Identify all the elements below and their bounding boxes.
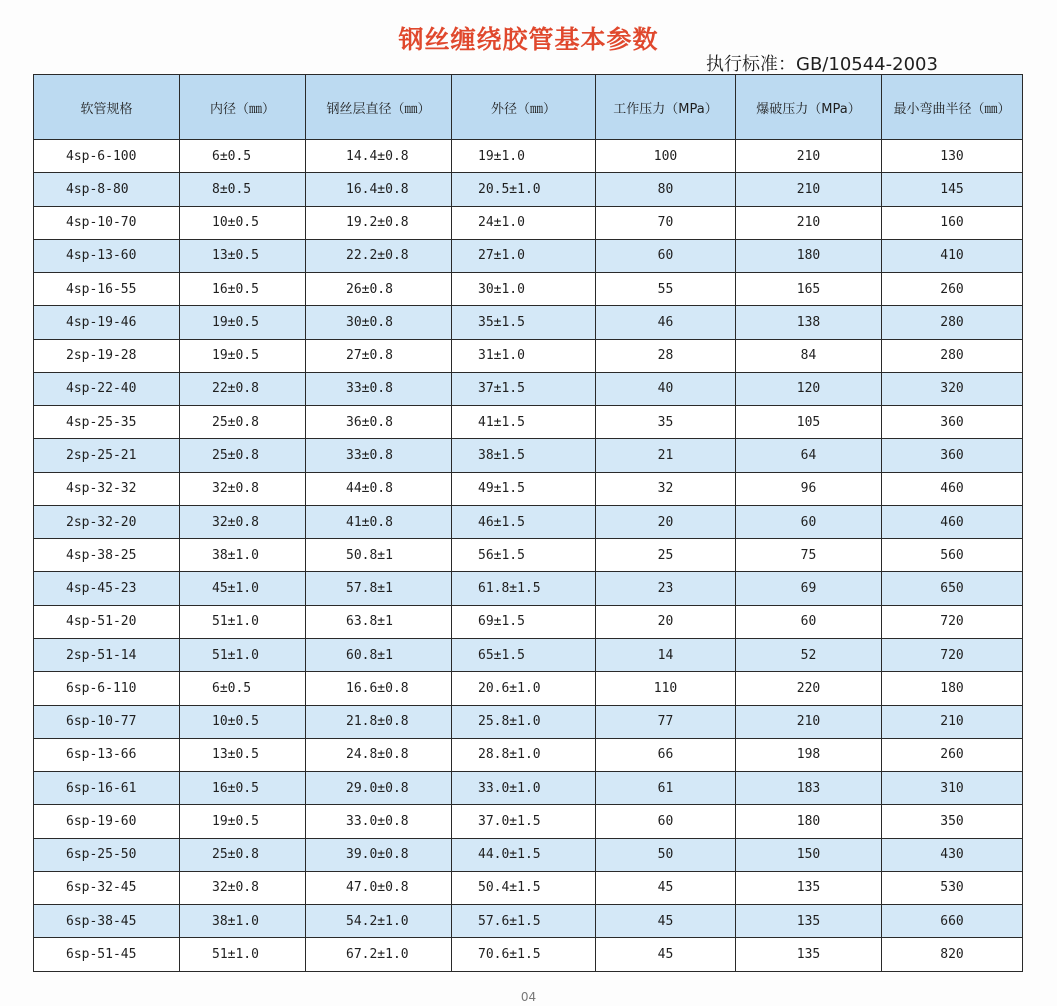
cell-min-bend-radius: 260 [882, 738, 1023, 771]
cell-inner-diameter: 45±1.0 [180, 572, 306, 605]
cell-min-bend-radius: 280 [882, 339, 1023, 372]
cell-burst-pressure: 64 [736, 439, 882, 472]
cell-hose-spec: 6sp-32-45 [34, 871, 180, 904]
cell-hose-spec: 6sp-6-110 [34, 672, 180, 705]
cell-hose-spec: 6sp-16-61 [34, 772, 180, 805]
cell-working-pressure: 40 [596, 372, 736, 405]
table-row [34, 206, 1023, 239]
spec-table [33, 74, 1023, 972]
table-row [34, 772, 1023, 805]
table-row [34, 938, 1023, 972]
table-row [34, 605, 1023, 638]
cell-outer-diameter: 38±1.5 [452, 439, 596, 472]
cell-wire-diameter: 63.8±1 [306, 605, 452, 638]
header-hose-spec: 软管规格 [34, 75, 180, 140]
cell-wire-diameter: 44±0.8 [306, 472, 452, 505]
cell-outer-diameter: 69±1.5 [452, 605, 596, 638]
cell-outer-diameter: 37±1.5 [452, 372, 596, 405]
cell-outer-diameter: 20.5±1.0 [452, 173, 596, 206]
cell-working-pressure: 61 [596, 772, 736, 805]
table-row [34, 638, 1023, 671]
cell-burst-pressure: 120 [736, 372, 882, 405]
cell-working-pressure: 60 [596, 239, 736, 272]
cell-inner-diameter: 13±0.5 [180, 738, 306, 771]
cell-wire-diameter: 54.2±1.0 [306, 905, 452, 938]
cell-inner-diameter: 25±0.8 [180, 406, 306, 439]
table-row [34, 572, 1023, 605]
table-row [34, 140, 1023, 173]
page-number: 04 [520, 990, 537, 1004]
cell-wire-diameter: 22.2±0.8 [306, 239, 452, 272]
cell-hose-spec: 4sp-19-46 [34, 306, 180, 339]
cell-burst-pressure: 165 [736, 273, 882, 306]
cell-wire-diameter: 27±0.8 [306, 339, 452, 372]
cell-min-bend-radius: 180 [882, 672, 1023, 705]
cell-burst-pressure: 210 [736, 206, 882, 239]
table-header-row [34, 75, 1023, 140]
cell-inner-diameter: 8±0.5 [180, 173, 306, 206]
cell-wire-diameter: 30±0.8 [306, 306, 452, 339]
header-min-bend-radius: 最小弯曲半径（㎜） [882, 75, 1023, 140]
cell-hose-spec: 2sp-19-28 [34, 339, 180, 372]
cell-inner-diameter: 19±0.5 [180, 339, 306, 372]
cell-outer-diameter: 25.8±1.0 [452, 705, 596, 738]
cell-inner-diameter: 51±1.0 [180, 938, 306, 972]
cell-min-bend-radius: 560 [882, 539, 1023, 572]
cell-outer-diameter: 37.0±1.5 [452, 805, 596, 838]
cell-outer-diameter: 28.8±1.0 [452, 738, 596, 771]
cell-hose-spec: 6sp-38-45 [34, 905, 180, 938]
cell-wire-diameter: 19.2±0.8 [306, 206, 452, 239]
cell-outer-diameter: 24±1.0 [452, 206, 596, 239]
cell-hose-spec: 4sp-38-25 [34, 539, 180, 572]
cell-burst-pressure: 180 [736, 805, 882, 838]
cell-burst-pressure: 135 [736, 871, 882, 904]
cell-working-pressure: 32 [596, 472, 736, 505]
cell-wire-diameter: 33±0.8 [306, 372, 452, 405]
cell-burst-pressure: 135 [736, 938, 882, 972]
cell-min-bend-radius: 820 [882, 938, 1023, 972]
cell-inner-diameter: 19±0.5 [180, 306, 306, 339]
cell-min-bend-radius: 410 [882, 239, 1023, 272]
cell-outer-diameter: 57.6±1.5 [452, 905, 596, 938]
cell-wire-diameter: 50.8±1 [306, 539, 452, 572]
cell-wire-diameter: 36±0.8 [306, 406, 452, 439]
cell-working-pressure: 55 [596, 273, 736, 306]
table-row [34, 273, 1023, 306]
table-row [34, 871, 1023, 904]
cell-inner-diameter: 13±0.5 [180, 239, 306, 272]
cell-working-pressure: 80 [596, 173, 736, 206]
cell-outer-diameter: 31±1.0 [452, 339, 596, 372]
cell-wire-diameter: 24.8±0.8 [306, 738, 452, 771]
cell-wire-diameter: 39.0±0.8 [306, 838, 452, 871]
cell-outer-diameter: 20.6±1.0 [452, 672, 596, 705]
cell-burst-pressure: 60 [736, 505, 882, 538]
cell-outer-diameter: 27±1.0 [452, 239, 596, 272]
cell-burst-pressure: 183 [736, 772, 882, 805]
cell-inner-diameter: 22±0.8 [180, 372, 306, 405]
cell-min-bend-radius: 160 [882, 206, 1023, 239]
cell-burst-pressure: 180 [736, 239, 882, 272]
cell-burst-pressure: 210 [736, 140, 882, 173]
cell-inner-diameter: 51±1.0 [180, 638, 306, 671]
cell-working-pressure: 21 [596, 439, 736, 472]
cell-inner-diameter: 38±1.0 [180, 539, 306, 572]
cell-hose-spec: 4sp-13-60 [34, 239, 180, 272]
cell-min-bend-radius: 460 [882, 505, 1023, 538]
cell-inner-diameter: 25±0.8 [180, 838, 306, 871]
cell-outer-diameter: 65±1.5 [452, 638, 596, 671]
header-outer-diameter: 外径（㎜） [452, 75, 596, 140]
cell-hose-spec: 4sp-10-70 [34, 206, 180, 239]
cell-wire-diameter: 57.8±1 [306, 572, 452, 605]
cell-outer-diameter: 56±1.5 [452, 539, 596, 572]
cell-working-pressure: 20 [596, 505, 736, 538]
cell-working-pressure: 70 [596, 206, 736, 239]
cell-inner-diameter: 16±0.5 [180, 772, 306, 805]
table-row [34, 539, 1023, 572]
cell-inner-diameter: 32±0.8 [180, 505, 306, 538]
cell-outer-diameter: 46±1.5 [452, 505, 596, 538]
cell-min-bend-radius: 530 [882, 871, 1023, 904]
cell-wire-diameter: 41±0.8 [306, 505, 452, 538]
cell-working-pressure: 23 [596, 572, 736, 605]
cell-min-bend-radius: 260 [882, 273, 1023, 306]
cell-inner-diameter: 38±1.0 [180, 905, 306, 938]
cell-min-bend-radius: 310 [882, 772, 1023, 805]
cell-hose-spec: 4sp-32-32 [34, 472, 180, 505]
cell-min-bend-radius: 360 [882, 439, 1023, 472]
cell-inner-diameter: 6±0.5 [180, 672, 306, 705]
cell-hose-spec: 2sp-32-20 [34, 505, 180, 538]
cell-burst-pressure: 69 [736, 572, 882, 605]
cell-inner-diameter: 32±0.8 [180, 472, 306, 505]
cell-wire-diameter: 33.0±0.8 [306, 805, 452, 838]
table-row [34, 173, 1023, 206]
cell-hose-spec: 6sp-25-50 [34, 838, 180, 871]
cell-inner-diameter: 32±0.8 [180, 871, 306, 904]
cell-min-bend-radius: 360 [882, 406, 1023, 439]
cell-min-bend-radius: 130 [882, 140, 1023, 173]
table-row [34, 439, 1023, 472]
cell-working-pressure: 100 [596, 140, 736, 173]
cell-min-bend-radius: 145 [882, 173, 1023, 206]
cell-wire-diameter: 33±0.8 [306, 439, 452, 472]
cell-working-pressure: 45 [596, 871, 736, 904]
cell-wire-diameter: 60.8±1 [306, 638, 452, 671]
cell-inner-diameter: 16±0.5 [180, 273, 306, 306]
cell-hose-spec: 4sp-16-55 [34, 273, 180, 306]
cell-inner-diameter: 51±1.0 [180, 605, 306, 638]
cell-outer-diameter: 41±1.5 [452, 406, 596, 439]
cell-working-pressure: 66 [596, 738, 736, 771]
cell-inner-diameter: 10±0.5 [180, 705, 306, 738]
cell-working-pressure: 35 [596, 406, 736, 439]
cell-burst-pressure: 210 [736, 705, 882, 738]
cell-hose-spec: 6sp-13-66 [34, 738, 180, 771]
cell-burst-pressure: 75 [736, 539, 882, 572]
cell-min-bend-radius: 350 [882, 805, 1023, 838]
cell-outer-diameter: 49±1.5 [452, 472, 596, 505]
cell-hose-spec: 4sp-6-100 [34, 140, 180, 173]
cell-working-pressure: 25 [596, 539, 736, 572]
cell-hose-spec: 6sp-10-77 [34, 705, 180, 738]
cell-wire-diameter: 14.4±0.8 [306, 140, 452, 173]
cell-burst-pressure: 150 [736, 838, 882, 871]
cell-burst-pressure: 135 [736, 905, 882, 938]
cell-inner-diameter: 19±0.5 [180, 805, 306, 838]
cell-hose-spec: 4sp-45-23 [34, 572, 180, 605]
cell-burst-pressure: 84 [736, 339, 882, 372]
table-row [34, 838, 1023, 871]
header-working-pressure: 工作压力（MPa） [596, 75, 736, 140]
cell-wire-diameter: 16.6±0.8 [306, 672, 452, 705]
cell-wire-diameter: 26±0.8 [306, 273, 452, 306]
cell-outer-diameter: 19±1.0 [452, 140, 596, 173]
cell-outer-diameter: 30±1.0 [452, 273, 596, 306]
cell-inner-diameter: 10±0.5 [180, 206, 306, 239]
cell-burst-pressure: 60 [736, 605, 882, 638]
cell-working-pressure: 45 [596, 938, 736, 972]
cell-outer-diameter: 70.6±1.5 [452, 938, 596, 972]
table-row [34, 738, 1023, 771]
header-wire-diameter: 钢丝层直径（㎜） [306, 75, 452, 140]
cell-burst-pressure: 220 [736, 672, 882, 705]
cell-working-pressure: 50 [596, 838, 736, 871]
table-row [34, 705, 1023, 738]
table-row [34, 239, 1023, 272]
cell-working-pressure: 28 [596, 339, 736, 372]
cell-wire-diameter: 29.0±0.8 [306, 772, 452, 805]
cell-working-pressure: 110 [596, 672, 736, 705]
cell-outer-diameter: 33.0±1.0 [452, 772, 596, 805]
cell-outer-diameter: 35±1.5 [452, 306, 596, 339]
table-row [34, 339, 1023, 372]
table-row [34, 805, 1023, 838]
cell-outer-diameter: 50.4±1.5 [452, 871, 596, 904]
cell-min-bend-radius: 320 [882, 372, 1023, 405]
standard-label: 执行标准：GB/10544-2003 [706, 54, 938, 75]
table-row [34, 905, 1023, 938]
cell-min-bend-radius: 210 [882, 705, 1023, 738]
cell-outer-diameter: 44.0±1.5 [452, 838, 596, 871]
cell-working-pressure: 46 [596, 306, 736, 339]
cell-burst-pressure: 138 [736, 306, 882, 339]
cell-working-pressure: 60 [596, 805, 736, 838]
table-row [34, 505, 1023, 538]
cell-inner-diameter: 6±0.5 [180, 140, 306, 173]
cell-hose-spec: 6sp-51-45 [34, 938, 180, 972]
cell-wire-diameter: 21.8±0.8 [306, 705, 452, 738]
cell-wire-diameter: 47.0±0.8 [306, 871, 452, 904]
cell-hose-spec: 2sp-51-14 [34, 638, 180, 671]
header-burst-pressure: 爆破压力（MPa） [736, 75, 882, 140]
table-row [34, 372, 1023, 405]
cell-inner-diameter: 25±0.8 [180, 439, 306, 472]
cell-min-bend-radius: 650 [882, 572, 1023, 605]
cell-burst-pressure: 105 [736, 406, 882, 439]
table-row [34, 472, 1023, 505]
cell-hose-spec: 4sp-25-35 [34, 406, 180, 439]
table-row [34, 672, 1023, 705]
cell-hose-spec: 4sp-51-20 [34, 605, 180, 638]
cell-working-pressure: 45 [596, 905, 736, 938]
cell-min-bend-radius: 280 [882, 306, 1023, 339]
cell-min-bend-radius: 430 [882, 838, 1023, 871]
cell-min-bend-radius: 720 [882, 638, 1023, 671]
cell-hose-spec: 2sp-25-21 [34, 439, 180, 472]
cell-hose-spec: 4sp-8-80 [34, 173, 180, 206]
cell-min-bend-radius: 660 [882, 905, 1023, 938]
cell-burst-pressure: 198 [736, 738, 882, 771]
cell-working-pressure: 77 [596, 705, 736, 738]
cell-outer-diameter: 61.8±1.5 [452, 572, 596, 605]
cell-wire-diameter: 16.4±0.8 [306, 173, 452, 206]
page-title: 钢丝缠绕胶管基本参数 [398, 25, 659, 54]
cell-burst-pressure: 52 [736, 638, 882, 671]
cell-burst-pressure: 210 [736, 173, 882, 206]
cell-working-pressure: 14 [596, 638, 736, 671]
cell-hose-spec: 4sp-22-40 [34, 372, 180, 405]
header-inner-diameter: 内径（㎜） [180, 75, 306, 140]
table-row [34, 406, 1023, 439]
cell-min-bend-radius: 720 [882, 605, 1023, 638]
cell-hose-spec: 6sp-19-60 [34, 805, 180, 838]
cell-working-pressure: 20 [596, 605, 736, 638]
cell-wire-diameter: 67.2±1.0 [306, 938, 452, 972]
cell-min-bend-radius: 460 [882, 472, 1023, 505]
cell-burst-pressure: 96 [736, 472, 882, 505]
table-row [34, 306, 1023, 339]
